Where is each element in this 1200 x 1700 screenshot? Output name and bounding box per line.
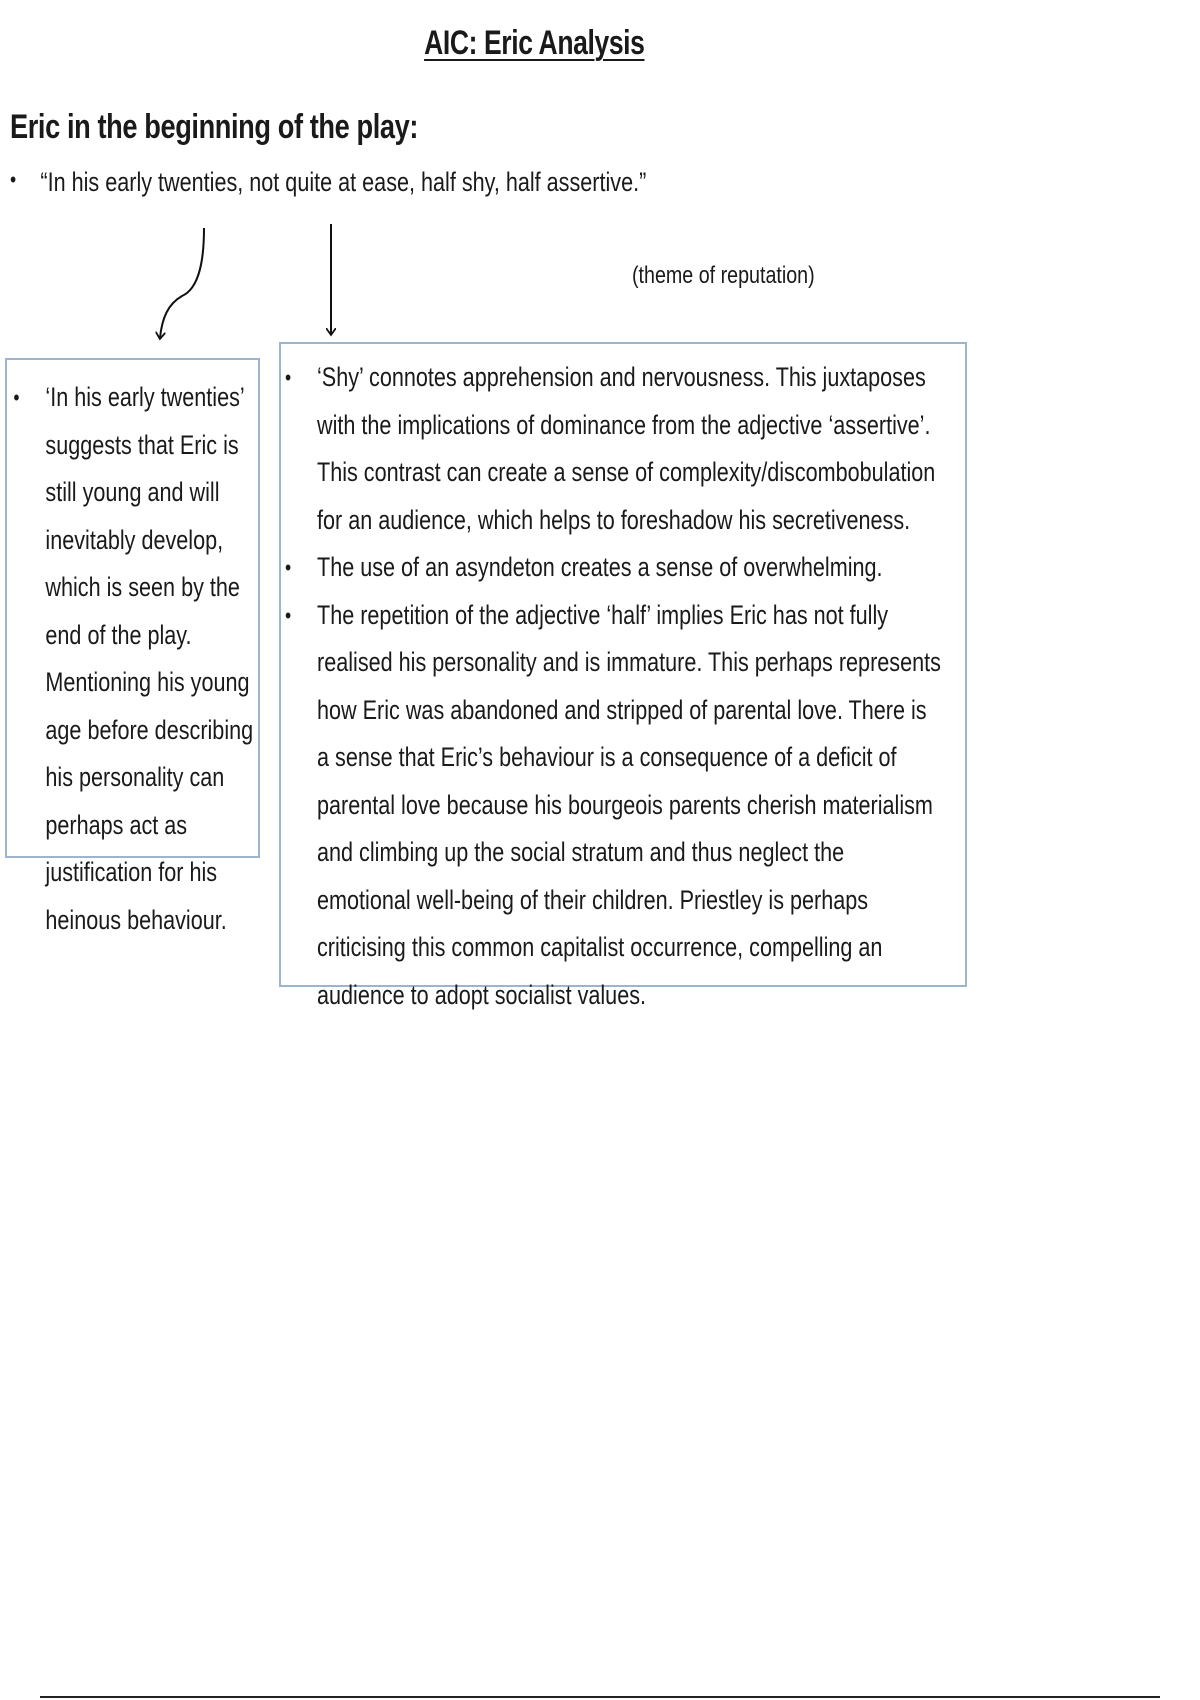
bullet-icon: • (285, 602, 292, 628)
list-item (285, 354, 943, 544)
quote-list (10, 167, 646, 198)
quote-text: “In his early twenties, not quite at ease, half shy, half assertive.” (40, 167, 647, 197)
section-heading: Eric in the beginning of the play: (10, 108, 419, 146)
analysis-text: ‘In his early twenties’ suggests that Eric is still young and will inevitably develop, which is seen by the end of the play. Mentioning his young age before describing his personality can perhaps act as justification for his heinous behaviour. (45, 382, 254, 935)
theme-note: (theme of reputation) (632, 262, 815, 289)
list-item (285, 544, 943, 592)
quote-item (10, 167, 646, 198)
left-analysis-box (5, 358, 260, 935)
bullet-icon: • (285, 365, 292, 390)
analysis-text: ‘Shy’ connotes apprehension and nervousness. This juxtaposes with the implications of dominance from the adjective ‘assertive’. This contrast can create a sense of complexity/discombobulation for an audience, which helps to foreshadow his secretiveness. (317, 362, 936, 535)
bullet-icon: • (10, 167, 17, 192)
bullet-icon: • (13, 385, 20, 410)
right-analysis-box (279, 342, 967, 1010)
footer-divider (40, 1696, 1160, 1698)
analysis-text: The use of an asyndeton creates a sense of overwhelming. (317, 552, 883, 582)
right-analysis-list (281, 344, 943, 1019)
list-item (285, 592, 943, 1020)
left-analysis-list (7, 360, 253, 944)
analysis-text: The repetition of the adjective ‘half’ implies Eric has not fully realised his personality and is immature. This perhaps represents how Eric was abandoned and stripped of parental love. There is a sense that Eric’s behaviour is a consequence of a deficit of parental love because his bourgeois parents cherish materialism and climbing up the social stratum and thus neglect the emotional well-being of their children. Priestley is perhaps criticising this common capitalist occurrence, compelling an audience to adopt socialist values. (317, 599, 941, 1010)
page-title: AIC: Eric Analysis (424, 24, 645, 62)
list-item (13, 374, 253, 944)
bullet-icon: • (285, 555, 292, 580)
curved-arrow (160, 228, 204, 338)
